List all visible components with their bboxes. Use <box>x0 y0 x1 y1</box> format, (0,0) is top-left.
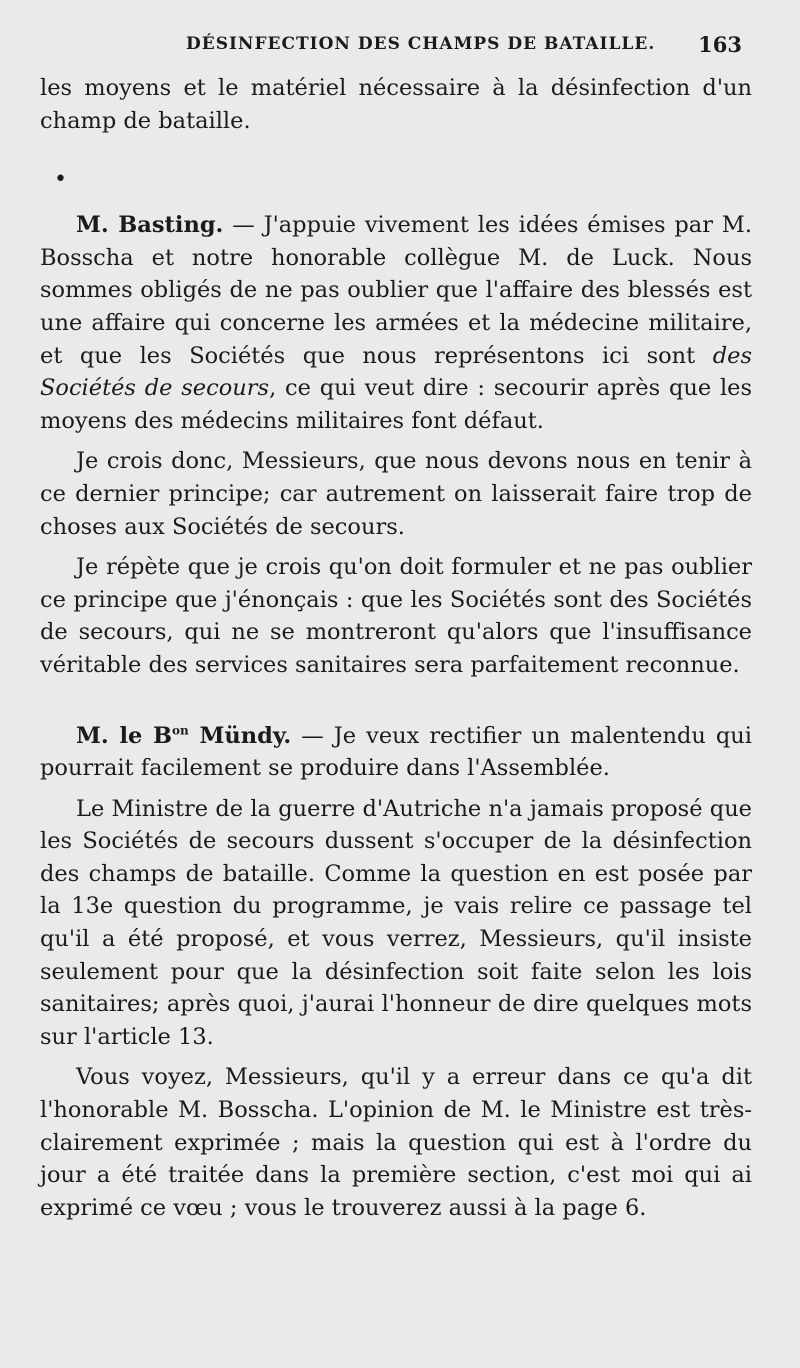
emphasis-text: des Sociétés de secours <box>40 342 752 402</box>
paragraph: Je répète que je crois qu'on doit formuler et ne pas oublier ce principe que j'énonçais : que les Sociétés sont des Sociétés de secours, qui ne se montreront qu'alors que l'insuffisance véritable des services sanitaires sera parfaitement reconnue. <box>40 554 752 678</box>
speaker-name: M. Basting. <box>76 212 224 239</box>
paragraph: Je crois donc, Messieurs, que nous devons nous en tenir à ce dernier principe; car autrement on laisserait faire trop de choses aux Sociétés de secours. <box>40 448 752 540</box>
paragraph-text: — J'appuie vivement les idées émises par M. Bosscha et notre honorable collègue M. de Luck. Nous sommes obligés de ne pas oublier que l'affaire des blessés est une affaire qui concerne les armées et la médecine militaire, et que les Sociétés que nous représentons ici sont <box>40 212 752 369</box>
page-number: 163 <box>698 32 742 57</box>
speaker-title-superscript: on <box>172 723 189 737</box>
page-header <box>186 34 742 64</box>
paragraph-mundy <box>40 720 752 785</box>
stray-bullet: • <box>54 167 67 193</box>
paragraph-continued: les moyens et le matériel nécessaire à la désinfection d'un champ de bataille. <box>40 75 752 134</box>
paragraph-basting <box>40 209 752 437</box>
speaker-name <box>76 723 291 749</box>
paragraph-text: , ce qui veut dire : secourir après que les moyens des médecins militaires font défaut. <box>40 375 753 434</box>
speaker-prefix: M. le B <box>76 722 173 749</box>
running-head: DÉSINFECTION DES CHAMPS DE BATAILLE. <box>186 34 656 54</box>
paragraph: Le Ministre de la guerre d'Autriche n'a jamais proposé que les Sociétés de secours dussent s'occuper de la désinfection des champs de bataille. Comme la question en est posée par la 13e question du programme, je vais relire ce passage tel qu'il a été proposé, et vous verrez, Messieurs, qu'il insiste seulement pour que la désinfection soit faite selon les lois sanitaires; après quoi, j'aurai l'honneur de dire quelques mots sur l'article 13. <box>40 795 752 1050</box>
paragraph: Vous voyez, Messieurs, qu'il y a erreur dans ce qu'a dit l'honorable M. Bosscha. L'opinion de M. le Ministre est très-clairement exprimée ; mais la question qui est à l'ordre du jour a été traitée dans la première section, c'est moi qui ai exprimé ce vœu ; vous le trouverez aussi à la page 6. <box>40 1064 752 1221</box>
body-text <box>40 72 752 1224</box>
speaker-surname: Mündy. <box>188 722 292 749</box>
paragraph-text: — Je veux rectifier un malentendu qui pourrait facilement se produire dans l'Assemblée. <box>40 722 752 782</box>
